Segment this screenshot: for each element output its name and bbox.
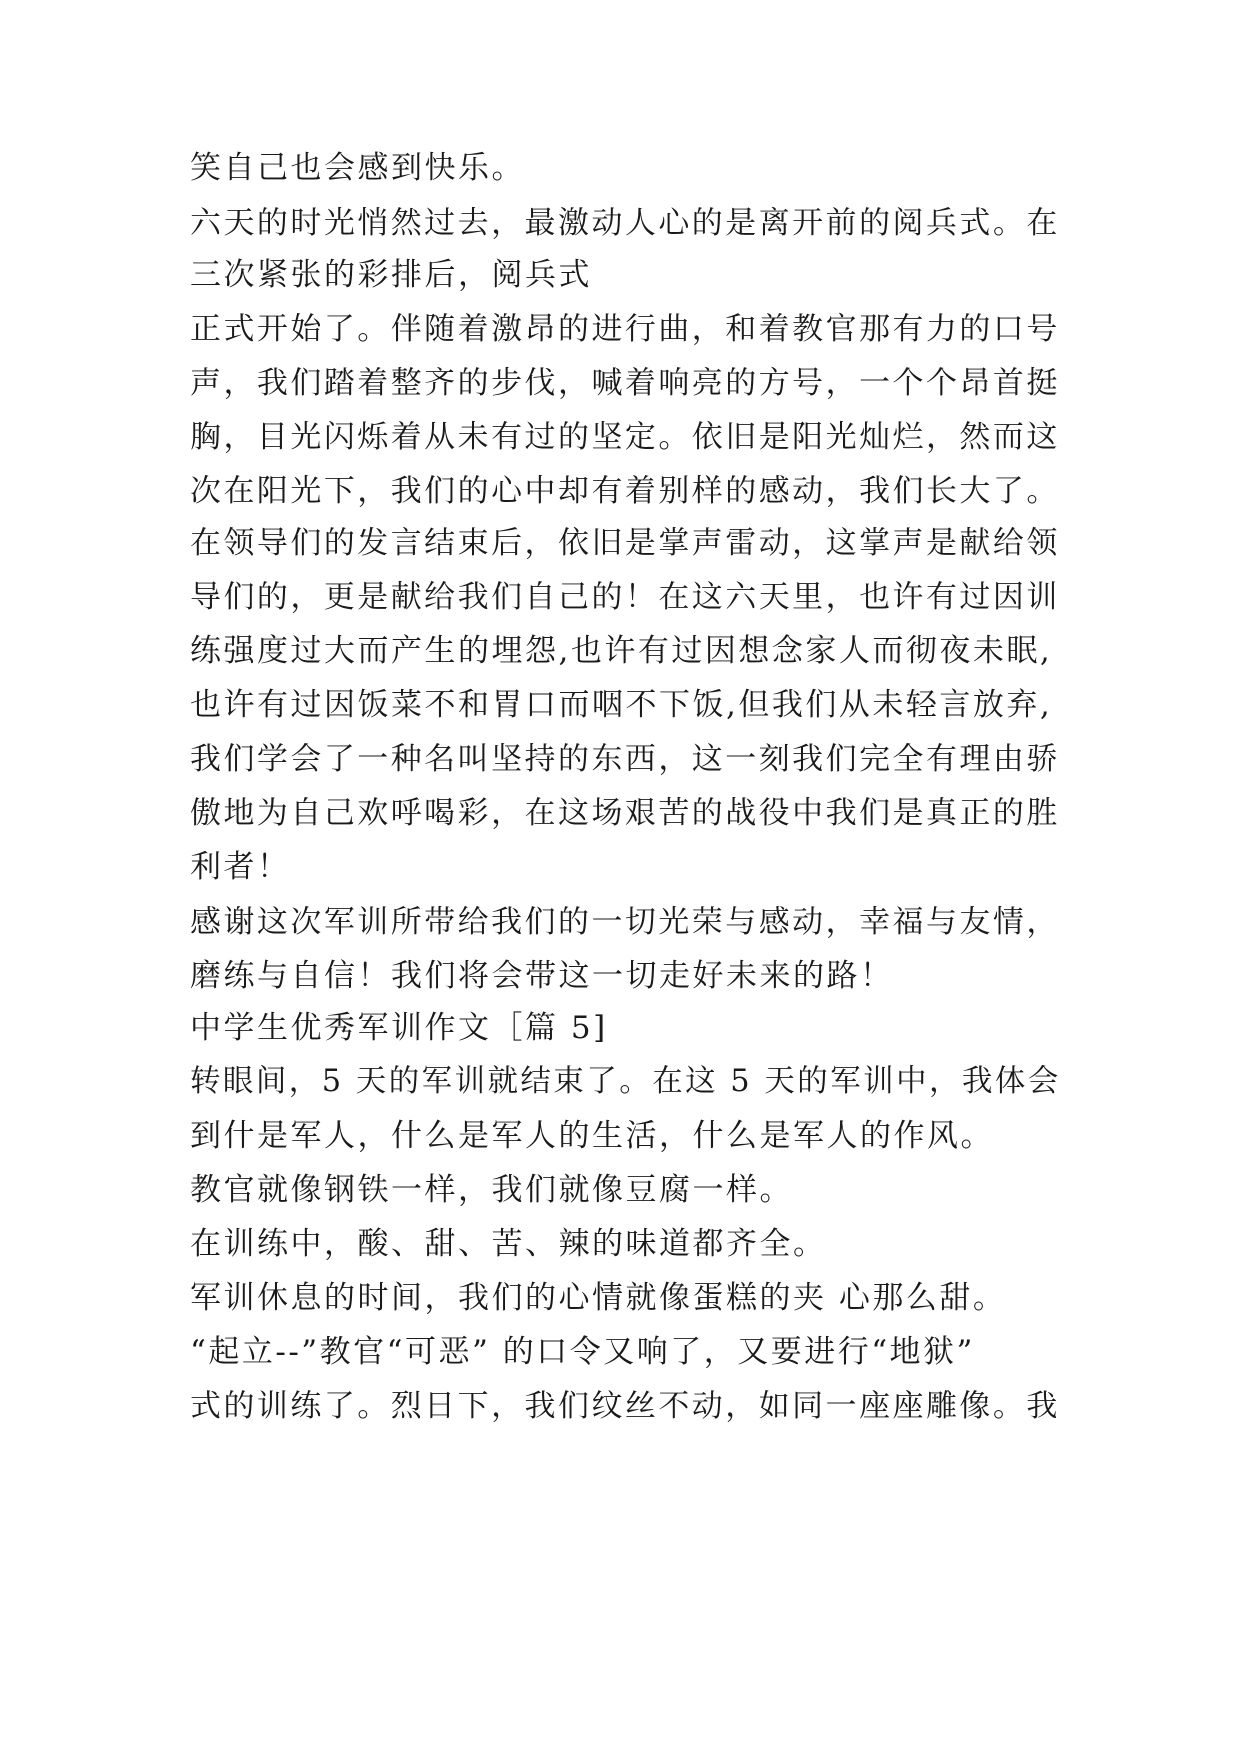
paragraph-line: 我们学会了一种名叫坚持的东西，这一刻我们完全有理由骄 — [190, 741, 1060, 777]
section-heading: 中学生优秀军训作文［篇 5] — [190, 1010, 608, 1046]
paragraph-line: 练强度过大而产生的埋怨,也许有过因想念家人而彻夜未眠, — [190, 633, 1053, 669]
paragraph-line: 傲地为自己欢呼喝彩，在这场艰苦的战役中我们是真正的胜 — [190, 795, 1060, 831]
paragraph-line: “起立--”教官“可恶” 的口令又响了，又要进行“地狱” — [190, 1334, 975, 1370]
paragraph-line: 在训练中，酸、甜、苦、辣的味道都齐全。 — [190, 1226, 827, 1262]
paragraph-line: 式的训练了。烈日下，我们纹丝不动，如同一座座雕像。我 — [190, 1388, 1060, 1424]
paragraph-line: 利者！ — [190, 849, 291, 885]
paragraph-line: 感谢这次军训所带给我们的一切光荣与感动，幸福与友情， — [190, 904, 1060, 940]
paragraph-line: 教官就像钢铁一样，我们就像豆腐一样。 — [190, 1172, 793, 1208]
paragraph-line: 胸，目光闪烁着从未有过的坚定。依旧是阳光灿烂，然而这 — [190, 419, 1060, 455]
paragraph-line: 磨练与自信！我们将会带这一切走好未来的路！ — [190, 958, 894, 994]
paragraph-line: 次在阳光下，我们的心中却有着别样的感动，我们长大了。 — [190, 473, 1060, 509]
paragraph-line: 声，我们踏着整齐的步伐，喊着响亮的方号，一个个昂首挺 — [190, 365, 1060, 401]
paragraph-line: 也许有过因饭菜不和胃口而咽不下饭,但我们从未轻言放弃, — [190, 687, 1053, 723]
paragraph-line: 军训休息的时间，我们的心情就像蛋糕的夹 心那么甜。 — [190, 1280, 1007, 1316]
paragraph-line: 导们的，更是献给我们自己的！在这六天里，也许有过因训 — [190, 579, 1060, 615]
paragraph-line: 转眼间，5 天的军训就结束了。在这 5 天的军训中，我体会 — [190, 1064, 1061, 1099]
paragraph-line: 笑自己也会感到快乐。 — [190, 150, 525, 186]
paragraph-line: 六天的时光悄然过去，最激动人心的是离开前的阅兵式。在 — [190, 205, 1060, 241]
paragraph-line: 三次紧张的彩排后，阅兵式 — [190, 257, 592, 293]
paragraph-line: 到什是军人，什么是军人的生活，什么是军人的作风。 — [190, 1118, 994, 1154]
paragraph-line: 正式开始了。伴随着激昂的进行曲，和着教官那有力的口号 — [190, 311, 1060, 347]
paragraph-line: 在领导们的发言结束后，依旧是掌声雷动，这掌声是献给领 — [190, 525, 1060, 561]
